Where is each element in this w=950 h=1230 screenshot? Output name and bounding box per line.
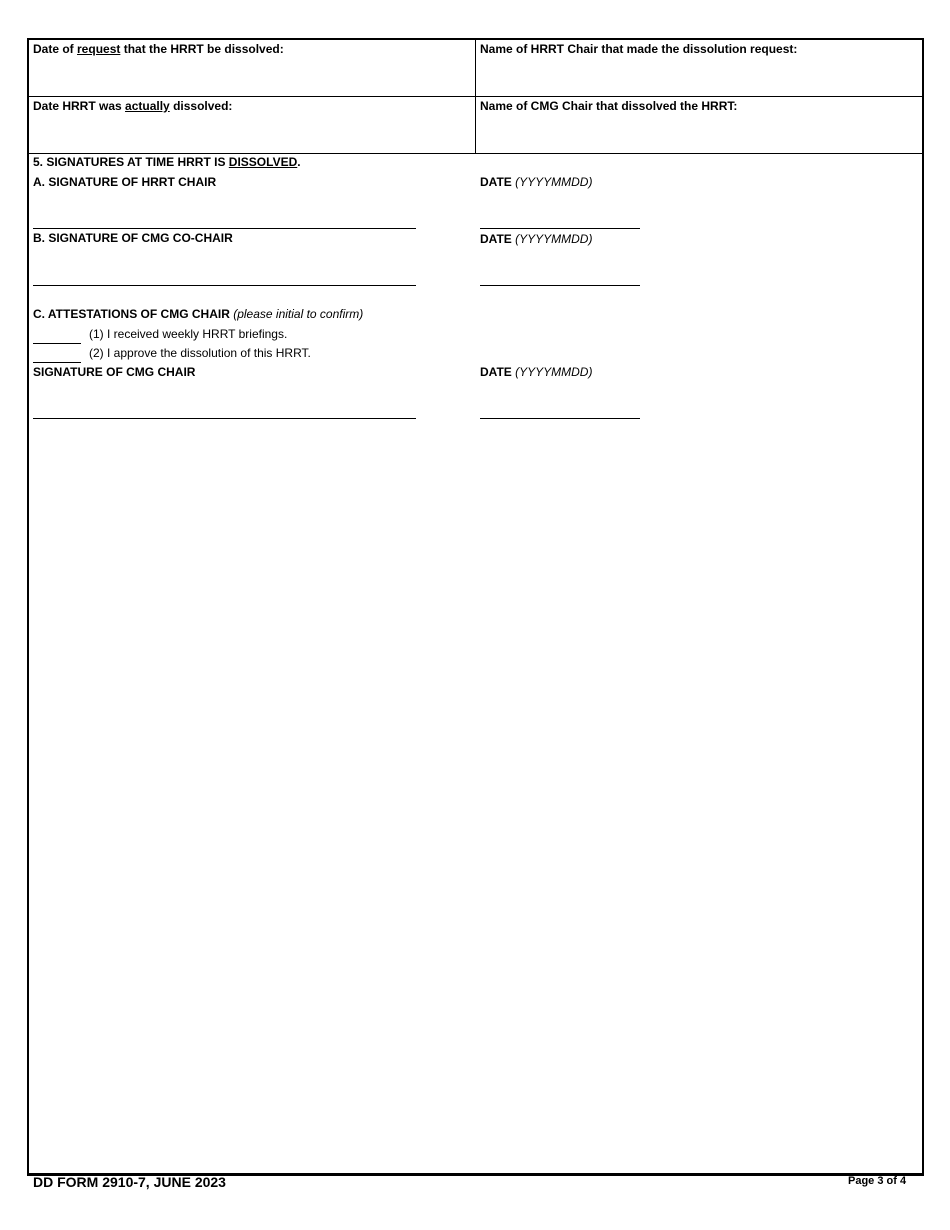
dissolved-date-field[interactable] [33, 115, 469, 151]
hrrt-chair-date-label: DATE (YYYYMMDD) [480, 175, 593, 189]
form-id: DD FORM 2910-7, JUNE 2023 [33, 1174, 226, 1190]
table-divider-row1 [29, 96, 922, 97]
table-divider-row2 [29, 153, 922, 154]
cmg-chair-signature-field[interactable] [33, 382, 416, 417]
cmg-cochair-signature-field[interactable] [33, 249, 416, 284]
cmg-cochair-signature-line [33, 285, 416, 286]
page-number: Page 3 of 4 [848, 1175, 907, 1187]
request-date-label: Date of request that the HRRT be dissolved: [33, 42, 284, 56]
cmg-cochair-date-line [480, 285, 640, 286]
dissolved-date-label: Date HRRT was actually dissolved: [33, 99, 233, 113]
cmg-cochair-date-label: DATE (YYYYMMDD) [480, 232, 593, 246]
hrrt-chair-name-label: Name of HRRT Chair that made the dissolution request: [480, 42, 798, 56]
attestation-2-initial-field[interactable] [33, 346, 81, 362]
attestation-1-initial-field[interactable] [33, 327, 81, 343]
hrrt-chair-signature-line [33, 228, 416, 229]
hrrt-chair-signature-field[interactable] [33, 192, 416, 227]
cmg-chair-signature-label: SIGNATURE OF CMG CHAIR [33, 365, 196, 379]
cmg-chair-name-field[interactable] [480, 115, 916, 151]
cmg-chair-date-field[interactable] [480, 382, 640, 417]
hrrt-chair-date-field[interactable] [480, 192, 640, 227]
hrrt-chair-signature-label: A. SIGNATURE OF HRRT CHAIR [33, 175, 217, 189]
hrrt-chair-date-line [480, 228, 640, 229]
attestation-2-text: (2) I approve the dissolution of this HRRT. [89, 346, 311, 360]
table-divider-vertical [475, 40, 476, 154]
cmg-chair-date-line [480, 418, 640, 419]
attestation-1-text: (1) I received weekly HRRT briefings. [89, 327, 288, 341]
attestations-label: C. ATTESTATIONS OF CMG CHAIR (please initial to confirm) [33, 307, 364, 321]
section-5-heading: 5. SIGNATURES AT TIME HRRT IS DISSOLVED. [33, 155, 301, 169]
cmg-cochair-date-field[interactable] [480, 249, 640, 284]
cmg-cochair-signature-label: B. SIGNATURE OF CMG CO-CHAIR [33, 231, 233, 245]
hrrt-chair-name-field[interactable] [480, 58, 916, 94]
cmg-chair-date-label: DATE (YYYYMMDD) [480, 365, 593, 379]
form-frame [27, 38, 924, 1176]
cmg-chair-name-label: Name of CMG Chair that dissolved the HRRT: [480, 99, 738, 113]
request-date-field[interactable] [33, 58, 469, 94]
attestation-1-initial-line [33, 343, 81, 344]
attestation-2-initial-line [33, 362, 81, 363]
cmg-chair-signature-line [33, 418, 416, 419]
